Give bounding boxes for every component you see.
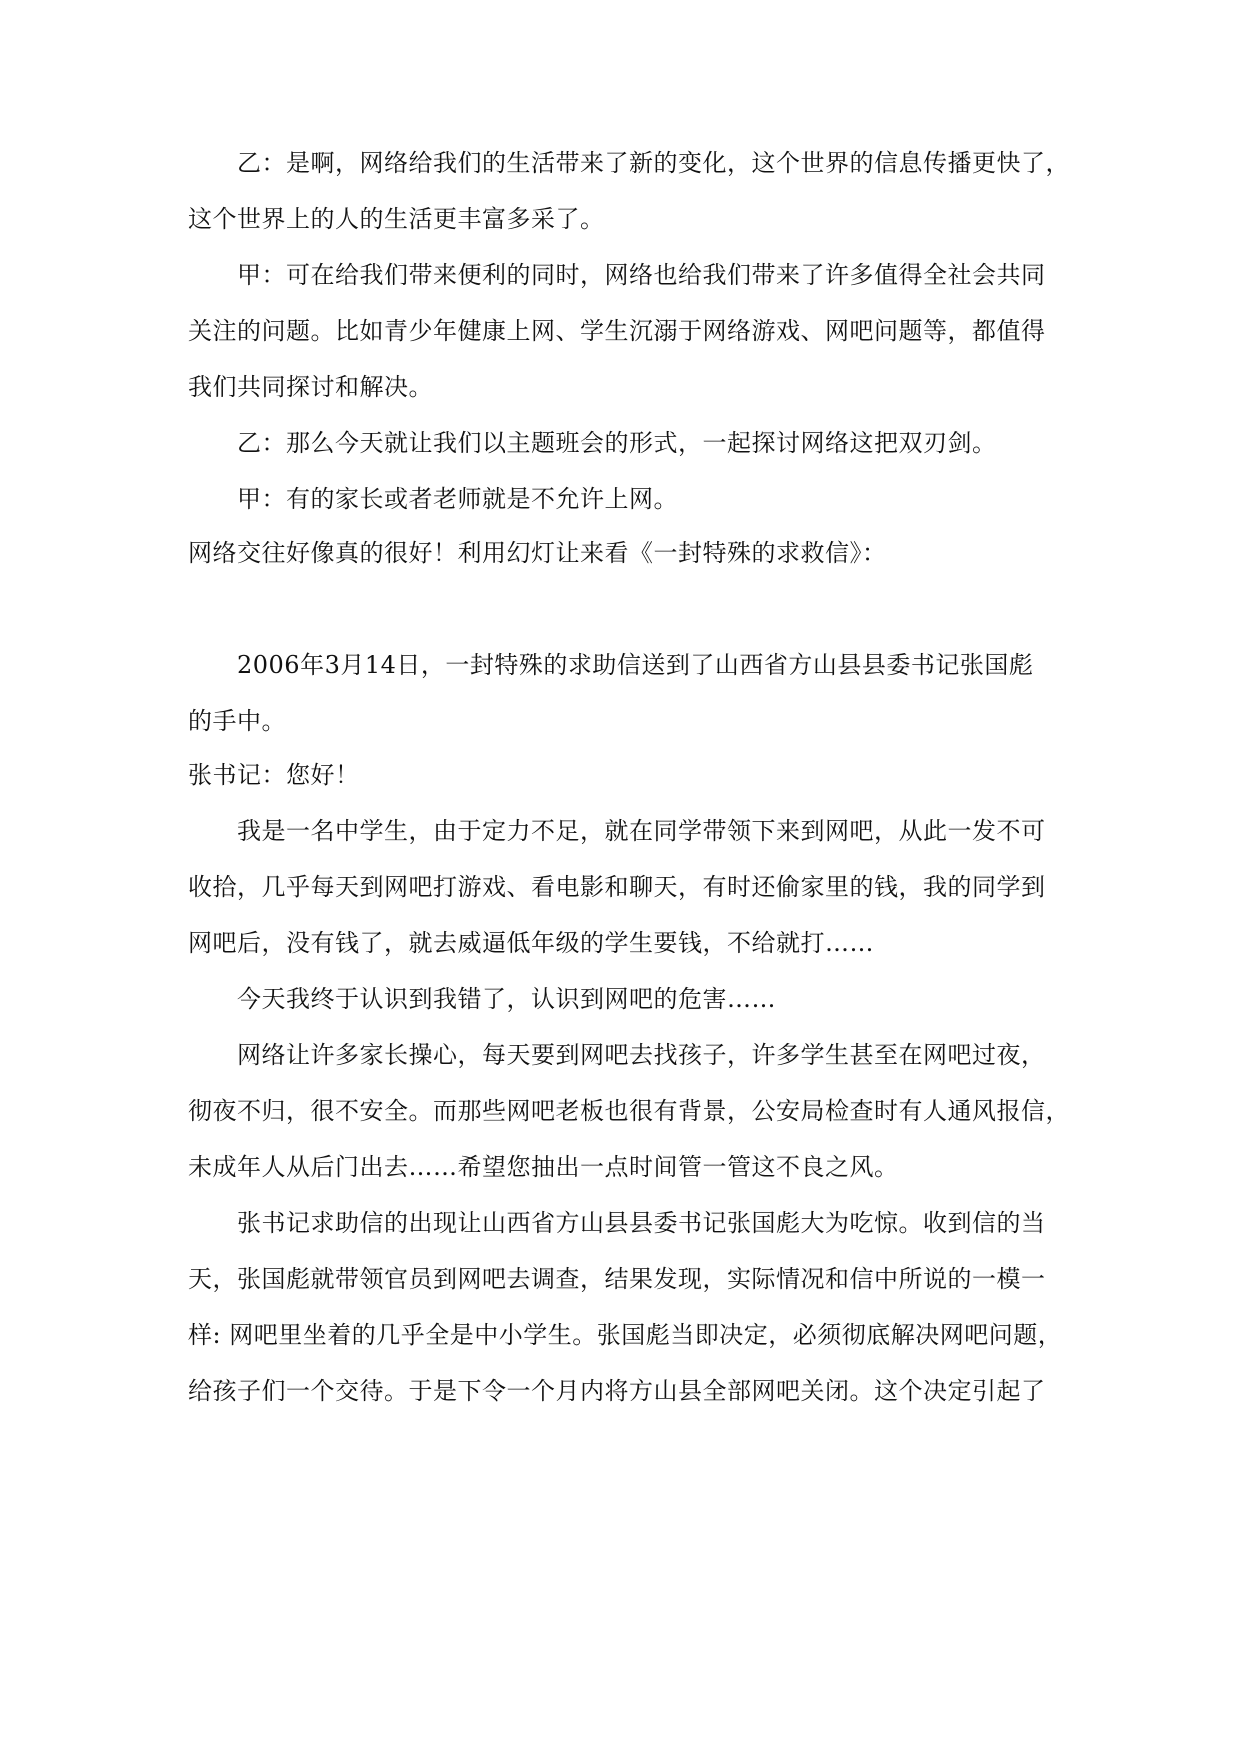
text-line: 收拾，几乎每天到网吧打游戏、看电影和聊天，有时还偷家里的钱，我的同学到 [188, 873, 1046, 901]
text-line: 这个世界上的人的生活更丰富多采了。 [188, 205, 605, 233]
text-line: 乙：那么今天就让我们以主题班会的形式，一起探讨网络这把双刃剑。 [237, 429, 997, 457]
text-line: 乙：是啊，网络给我们的生活带来了新的变化，这个世界的信息传播更快了， [237, 149, 1070, 177]
text-line: 今天我终于认识到我错了，认识到网吧的危害…… [237, 985, 776, 1013]
text-line: 网络让许多家长操心，每天要到网吧去找孩子，许多学生甚至在网吧过夜， [237, 1041, 1046, 1069]
text-line: 天，张国彪就带领官员到网吧去调查，结果发现，实际情况和信中所说的一模一 [188, 1265, 1046, 1293]
text-line: 未成年人从后门出去……希望您抽出一点时间管一管这不良之风。 [188, 1153, 899, 1181]
text-line: 我是一名中学生，由于定力不足，就在同学带领下来到网吧，从此一发不可 [237, 817, 1046, 845]
text-line: 甲：有的家长或者老师就是不允许上网。 [237, 485, 678, 513]
text-line: 关注的问题。比如青少年健康上网、学生沉溺于网络游戏、网吧问题等，都值得 [188, 317, 1046, 345]
text-line: 网络交往好像真的很好！利用幻灯让来看《一封特殊的求救信》： [188, 539, 887, 567]
text-line: 网吧后，没有钱了，就去威逼低年级的学生要钱，不给就打…… [188, 929, 874, 957]
text-line: 张书记求助信的出现让山西省方山县县委书记张国彪大为吃惊。收到信的当 [237, 1209, 1046, 1237]
text-line: 甲：可在给我们带来便利的同时，网络也给我们带来了许多值得全社会共同 [237, 261, 1046, 289]
text-line: 2006年3月14日，一封特殊的求助信送到了山西省方山县县委书记张国彪 [237, 651, 1034, 679]
text-line: 的手中。 [188, 707, 286, 735]
text-line: 样: 网吧里坐着的几乎全是中小学生。张国彪当即决定，必须彻底解决网吧问题， [188, 1321, 1063, 1349]
text-line: 彻夜不归，很不安全。而那些网吧老板也很有背景，公安局检查时有人通风报信， [188, 1097, 1070, 1125]
text-line: 给孩子们一个交待。于是下令一个月内将方山县全部网吧关闭。这个决定引起了 [188, 1377, 1046, 1405]
text-line: 张书记：您好！ [188, 761, 360, 789]
text-line: 我们共同探讨和解决。 [188, 373, 433, 401]
